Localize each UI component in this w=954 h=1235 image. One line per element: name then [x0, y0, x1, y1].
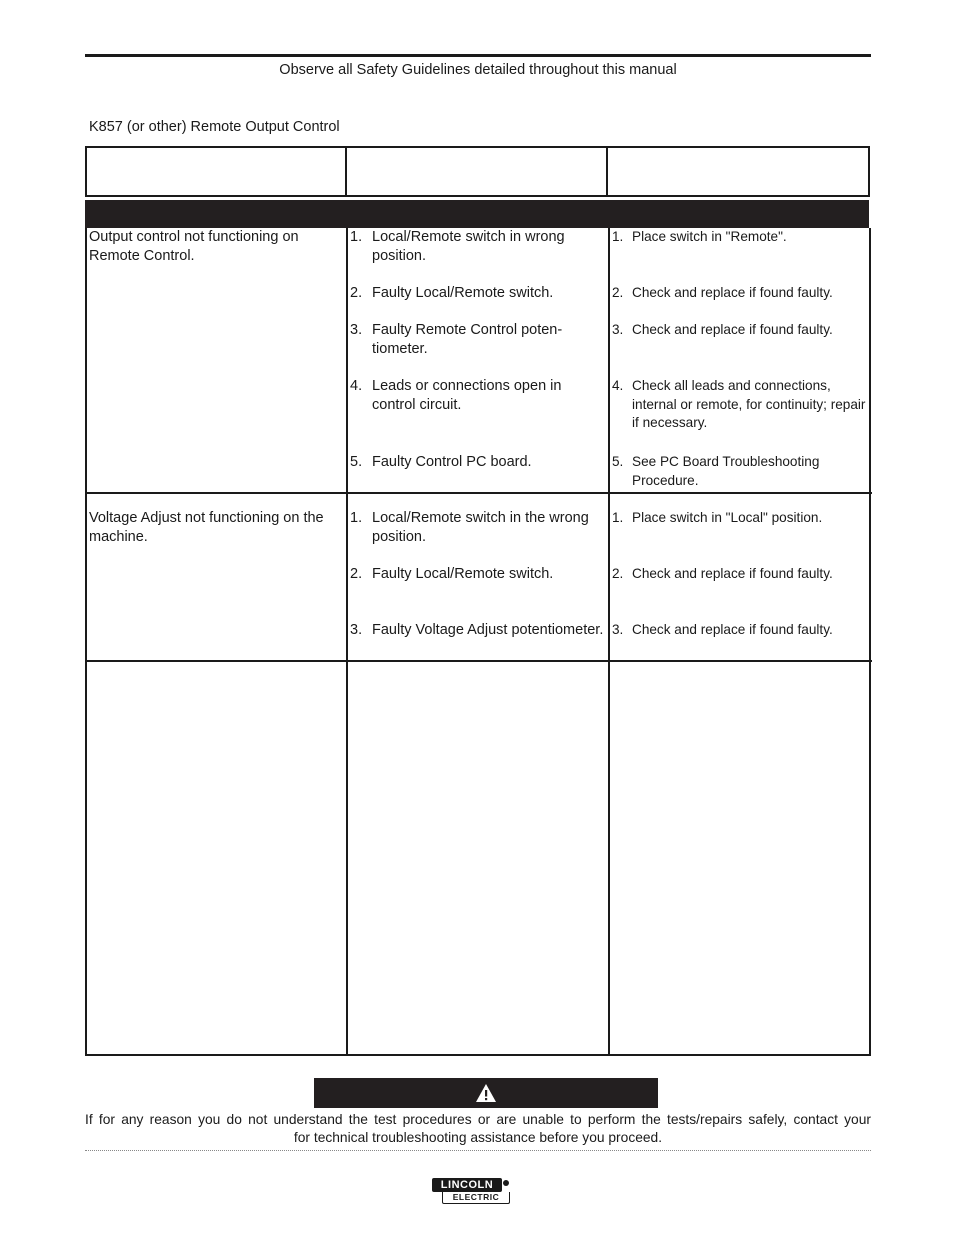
remedy-item: 2. Check and replace if found faulty.: [612, 566, 833, 581]
registered-mark-icon: [503, 1180, 509, 1186]
warning-triangle-icon: [475, 1083, 497, 1103]
safety-notice: Observe all Safety Guidelines detailed throughout this manual: [279, 62, 677, 78]
cause-item: 4. Leads or connections open in control circuit.: [350, 378, 562, 413]
caution-notice-line2: for technical troubleshooting assistance before you proceed.: [293, 1130, 663, 1145]
table-bottom: [85, 1054, 871, 1056]
problem-text: Output control not functioning on Remote Control.: [89, 229, 299, 264]
header-cell-remedies: [606, 146, 870, 197]
cause-item: 5. Faulty Control PC board.: [350, 454, 532, 470]
grid-line-right: [869, 228, 871, 1056]
logo-top-text: LINCOLN: [432, 1178, 502, 1192]
remedy-item: 3. Check and replace if found faulty.: [612, 622, 833, 637]
remedy-item: 1. Place switch in "Remote".: [612, 229, 787, 244]
cause-item: 2. Faulty Local/Remote switch.: [350, 566, 554, 582]
remedy-item: 4. Check all leads and connections, internal or remote, for continuity; repair if necessary.: [612, 378, 866, 430]
row-divider-2: [85, 660, 872, 662]
remedy-item: 3. Check and replace if found faulty.: [612, 322, 833, 337]
header-cell-causes: [345, 146, 608, 197]
cause-item: 3. Faulty Voltage Adjust potentiometer.: [350, 622, 604, 638]
caution-notice-line1: If for any reason you do not understand the test procedures or are unable to perform the tests/repairs safely, contact your: [85, 1112, 871, 1127]
top-rule: [85, 54, 871, 57]
cause-item: 1. Local/Remote switch in the wrong position.: [350, 510, 589, 545]
grid-line-left: [85, 228, 87, 1056]
footer-divider: [85, 1150, 871, 1151]
caution-bar: [314, 1078, 658, 1108]
grid-line-col2: [346, 228, 348, 1056]
cause-item: 1. Local/Remote switch in wrong position.: [350, 229, 565, 264]
grid-line-col3: [608, 228, 610, 1056]
remedy-item: 5. See PC Board Troubleshooting Procedure.: [612, 454, 820, 488]
section-band: [85, 200, 869, 228]
row-divider-1: [85, 492, 872, 494]
problem-text: Voltage Adjust not functioning on the machine.: [89, 510, 324, 545]
logo-bottom-text: ELECTRIC: [442, 1192, 510, 1204]
section-title: K857 (or other) Remote Output Control: [89, 119, 340, 135]
header-cell-problems: [85, 146, 347, 197]
lincoln-electric-logo: [432, 1178, 512, 1208]
remedy-item: 1. Place switch in "Local" position.: [612, 510, 823, 525]
cause-item: 3. Faulty Remote Control poten- tiometer.: [350, 322, 563, 357]
remedy-item: 2. Check and replace if found faulty.: [612, 285, 833, 300]
cause-item: 2. Faulty Local/Remote switch.: [350, 285, 554, 301]
